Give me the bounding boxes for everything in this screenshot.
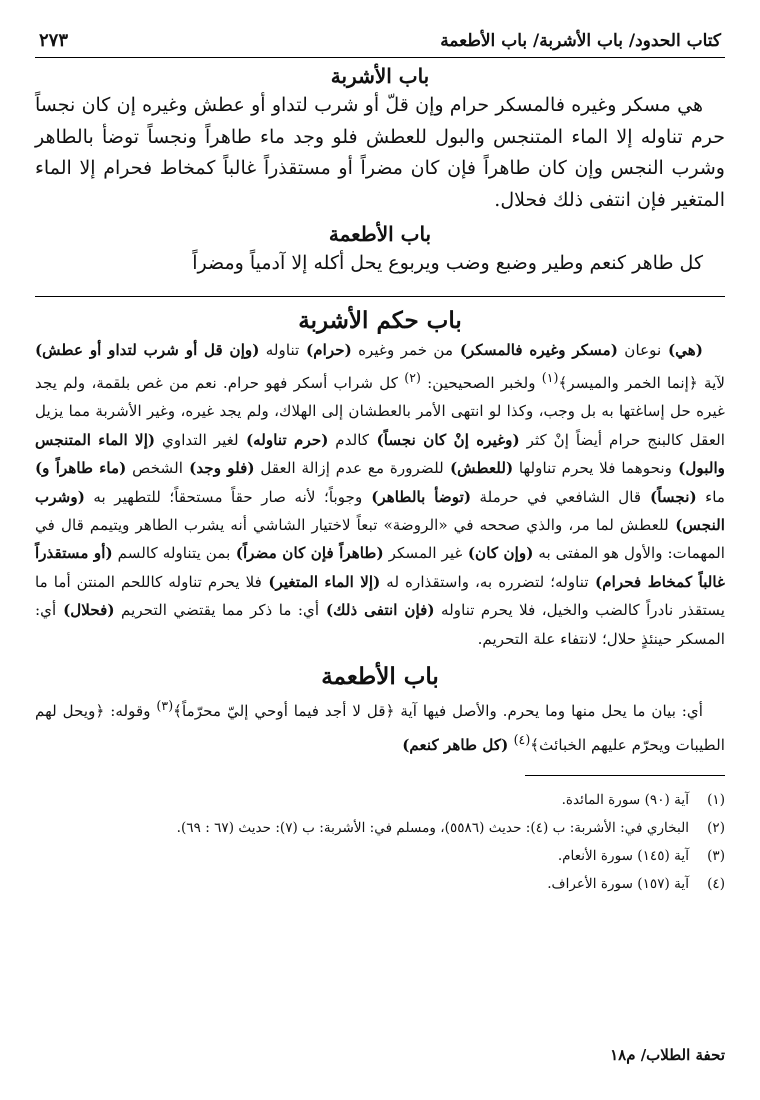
footnote-text: آية (٩٠) سورة المائدة. xyxy=(561,791,689,808)
commentary-text: ولخبر الصحيحين: xyxy=(420,373,542,392)
footnote-number: (٢) xyxy=(707,819,725,836)
matn-quote: (فإن انتفى ذلك) xyxy=(319,601,435,620)
commentary-text: غير المسكر xyxy=(383,544,463,563)
commentary-text: قال الشافعي في حرملة xyxy=(471,487,642,506)
commentary-text: كالدم xyxy=(328,430,370,449)
commentary-text: وجوباً؛ لأنه صار حقاً مستحقاً؛ للتطهير به xyxy=(84,487,363,506)
commentary-text: الشخص xyxy=(126,459,183,478)
matn-ashriba-heading: باب الأشربة xyxy=(330,64,430,88)
footnote-divider xyxy=(525,775,725,776)
matn-quote: (حرم تناوله) xyxy=(238,430,329,449)
matn-quote: (فحلال) xyxy=(56,601,115,620)
commentary-text: أي: المسكر حينئذٍ حلال؛ لانتفاء علة التحريم. xyxy=(35,601,725,648)
section-divider xyxy=(35,296,725,297)
matn-quote: (وشرب النجس) xyxy=(35,487,725,534)
commentary-text: تناوله xyxy=(259,340,300,359)
footnote-number: (٣) xyxy=(707,847,725,864)
running-header xyxy=(35,30,725,58)
commentary-text: للضرورة مع عدم إزالة العقل xyxy=(254,459,444,478)
commentary-text: فلا يحرم تناوله كاللحم المنتن أما ما يستقذر نادراً كالضب والخيل، فلا يحرم تناوله xyxy=(35,572,725,620)
footnote-marker: (٣) xyxy=(156,698,174,714)
matn-atima-heading: باب الأطعمة xyxy=(328,222,432,246)
commentary-text: كل شراب أسكر فهو حرام. نعم من غص بلقمة، ولم يجد غيره حل إساغتها به بل وجب، وكذا لو انتهى الأمر بالعطشان إلى الهلاك، ولم يجد غيره، وغير الأشربة مما يزيل العقل كالبنج حرام أيضاً إنْ كثر xyxy=(35,373,726,449)
footnote-text: آية (١٤٥) سورة الأنعام. xyxy=(557,847,689,864)
commentary-text: للعطش لما مر، والذي صححه في «الروضة» تبعاً لاختيار الشاشي أنه يشرب الطاهر ويتيمم قال في المهمات: والأول هو المفتى به xyxy=(35,516,725,563)
matn-quote: (هي) xyxy=(661,340,703,359)
footnote-text: البخاري في: الأشربة: ب (٤): حديث (٥٥٨٦)، ومسلم في: الأشربة: ب (٧): حديث (٦٧ : ٦٩). xyxy=(176,819,689,836)
commentary-text: أي: ما ذكر مما يقتضي التحريم xyxy=(114,601,320,620)
sharh-atima-text xyxy=(35,692,725,759)
commentary-text: تناوله؛ لتضرره به، واستقذاره له xyxy=(380,572,589,591)
matn-quote: (ماء طاهراً و) xyxy=(35,459,127,478)
matn-quote: (أو مستقذراً غالباً كمخاط فحرام) xyxy=(35,544,725,591)
matn-quote: (فلو وجد) xyxy=(182,459,255,478)
footnote-number: (٤) xyxy=(707,875,725,892)
footnote-item xyxy=(35,872,725,897)
matn-quote: (وإن قل أو شرب لتداو أو عطش) xyxy=(35,340,260,359)
matn-quote: (للعطش) xyxy=(443,459,514,478)
page-number: ٢٧٣ xyxy=(39,30,69,51)
footnote-number: (١) xyxy=(707,791,725,808)
matn-quote: (إلا الماء المتنجس والبول) xyxy=(35,430,725,478)
matn-quote: (مسكر وغيره فالمسكر) xyxy=(453,340,618,359)
footnotes xyxy=(35,788,725,897)
running-title: كتاب الحدود/ باب الأشربة/ باب الأطعمة xyxy=(440,31,721,51)
commentary-text: وقوله: ﴿ويحل لهم الطيبات ويحرّم عليهم الخبائث﴾ xyxy=(35,702,725,754)
matn-ashriba-text: هي مسكر وغيره فالمسكر حرام وإن قلّ أو شرب لتداو أو عطش وغيره إن كان نجساً حرم تناوله إلا الماء المتنجس والبول للعطش فلو وجد ماء طاهراً ونجساً توضأ بالطاهر وشرب النجس وإن كان طاهراً فإن كان مضراً أو مستقذراً غالباً كمخاط فحرام إلا الماء المتغير فإن انتفى ذلك فحلال. xyxy=(35,94,725,211)
commentary-text: ونحوهما فلا يحرم تناولها xyxy=(513,459,672,478)
footnote-marker: (٢) xyxy=(404,369,421,385)
matn-quote: (نجساً) xyxy=(641,487,697,506)
matn-quote: (كل طاهر كنعم) xyxy=(402,735,514,754)
matn-quote: (إلا الماء المتغير) xyxy=(261,572,381,591)
commentary-text: لغير التداوي xyxy=(155,430,239,449)
matn-quote: (طاهراً فإن كان مضراً) xyxy=(230,544,384,563)
commentary-text: أي: بيان ما يحل منها وما يحرم. والأصل فيها آية ﴿قل لا أجد فيما أوحي إليّ محرّماً﴾ xyxy=(173,702,704,721)
commentary-text: بمن يتناوله كالسم xyxy=(112,544,231,563)
commentary-text: لآية ﴿إنما الخمر والميسر﴾ xyxy=(558,373,725,392)
book-page xyxy=(35,0,725,1090)
footnote-marker: (١) xyxy=(541,369,559,385)
footnote-text: آية (١٥٧) سورة الأعراف. xyxy=(547,875,689,892)
matn-atima-text: كل طاهر كنعم وطير وضبع وضب ويربوع يحل أكله إلا آدمياً ومضراً xyxy=(192,252,703,274)
matn-quote: (حرام) xyxy=(299,340,352,359)
footnote-marker: (٤) xyxy=(513,731,531,747)
commentary-text: نوعان xyxy=(618,340,662,359)
footnote-item xyxy=(35,816,725,841)
commentary-text: من خمر وغيره xyxy=(351,340,454,359)
volume-signature: تحفة الطلاب/ م١٨ xyxy=(610,1046,725,1064)
commentary-text: ماء xyxy=(696,487,726,506)
sharh-atima-heading: باب الأطعمة xyxy=(321,663,439,691)
sharh-ashriba-text xyxy=(35,336,725,654)
footnote-item xyxy=(35,844,725,869)
matn-quote: (وإن كان) xyxy=(462,544,534,563)
matn-quote: (توضأ بالطاهر) xyxy=(362,487,472,506)
footnote-item xyxy=(35,788,725,813)
sharh-ashriba-heading: باب حكم الأشربة xyxy=(298,306,462,334)
matn-quote: (وغيره إنْ كان نجساً) xyxy=(369,430,520,449)
